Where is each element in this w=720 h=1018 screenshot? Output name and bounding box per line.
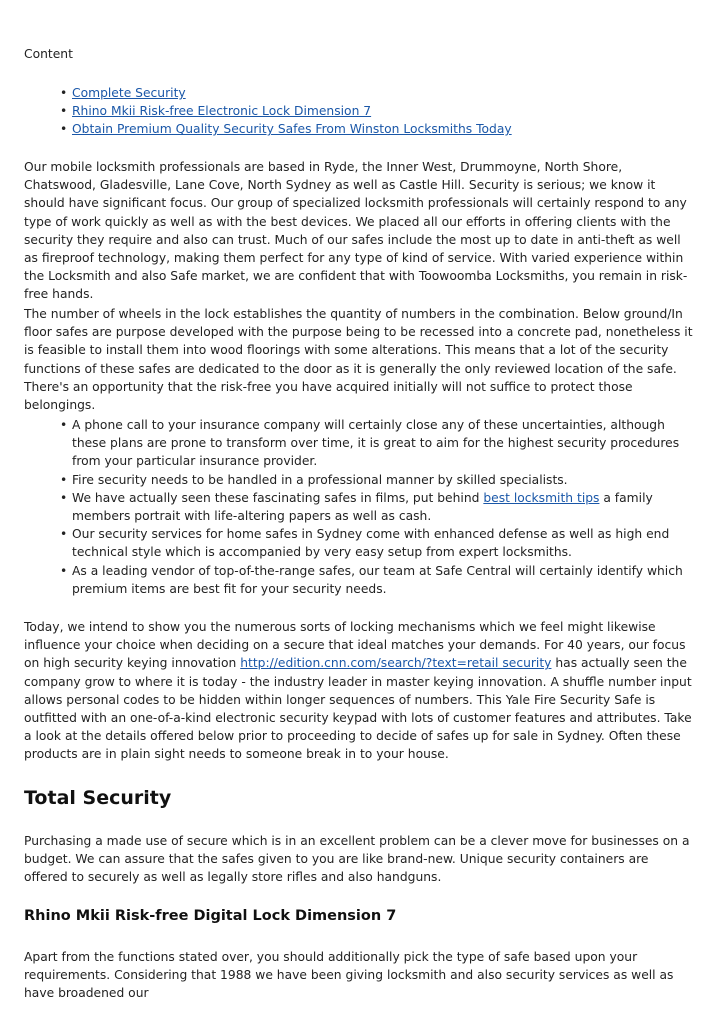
toc-item — [24, 120, 696, 138]
list-item: • Fire security needs to be handled in a professional manner by skilled specialists. — [24, 471, 696, 489]
list-item-text: a family members portrait with life-altering papers as well as cash. — [72, 490, 653, 524]
toc-link-complete-security[interactable]: Complete Security — [72, 86, 186, 100]
list-item: • As a leading vendor of top-of-the-range safes, our team at Safe Central will certainly identify which premium items are best fit for your security needs. — [24, 562, 696, 598]
toc-link-premium-safes[interactable]: Obtain Premium Quality Security Safes From Winston Locksmiths Today — [72, 122, 512, 137]
list-item: • Our security services for home safes in Sydney come with enhanced defense as well as high end technical style which is accompanied by very easy setup from expert locksmiths. — [24, 525, 696, 561]
list-item — [24, 489, 696, 525]
paragraph-apart: Apart from the functions stated over, you should additionally pick the type of safe based upon your requirements. Considering that 1988 we have been giving locksmith and also security services as well as have broadened our — [24, 950, 674, 1001]
bullet-list — [24, 416, 696, 598]
list-item-text: We have actually seen these fascinating safes in films, put behind — [72, 490, 484, 505]
cnn-search-link[interactable]: http://edition.cnn.com/search/?text=retail security — [240, 656, 552, 671]
heading-total-security: Total Security — [24, 787, 172, 809]
paragraph-text: has actually seen the company grow to where it is today - the industry leader in master keying innovation. A shuffle number input allows personal codes to be hidden within longer sequences of numbers. This Yale Fire Security Safe is outfitted with an one-of-a-kind electronic security keypad with lots of customer features and attributes. Take a look at the details offered below prior to proceeding to decide of safes up for sale in Sydney. Often these products are in plain sight needs to someone break in to your house. — [24, 656, 692, 762]
paragraph-intro: Our mobile locksmith professionals are based in Ryde, the Inner West, Drummoyne, North Shore, Chatswood, Gladesville, Lane Cove, North Sydney as well as Castle Hill. Security is serious; we know it should have significant focus. Our group of specialized locksmith professionals will certainly respond to any type of work quickly as well as with the best devices. We placed all our efforts in offering clients with the security they require and also can trust. Much of our safes include the most up to date in anti-theft as well as fireproof technology, making them perfect for any type of kind of service. With varied experience within the Locksmith and also Safe market, we are confident that with Toowoomba Locksmiths, you remain in risk-free hands. — [24, 160, 688, 302]
toc-link-rhino-mkii[interactable]: Rhino Mkii Risk-free Electronic Lock Dimension 7 — [72, 104, 372, 119]
paragraph-text: Today, we intend to show you the numerous sorts of locking mechanisms which we feel might likewise influence your choice when deciding on a secure that ideal matches your demands. For 40 years, our focus on high security keying innovation — [24, 620, 686, 671]
list-item: • A phone call to your insurance company will certainly close any of these uncertainties, although these plans are prone to transform over time, it is great to aim for the highest security procedures from your particular insurance provider. — [24, 416, 696, 471]
table-of-contents — [24, 84, 696, 139]
toc-title: Content — [24, 47, 73, 61]
best-locksmith-tips-link[interactable]: best locksmith tips — [483, 490, 600, 505]
toc-item — [24, 102, 696, 120]
paragraph-wheels: The number of wheels in the lock establishes the quantity of numbers in the combination. Below ground/In floor safes are purpose developed with the purpose being to be recessed into a concrete pad, nonetheless it is feasible to install them into wood floorings with some alterations. This means that a lot of the security functions of these safes are dedicated to the door as it is generally the only reviewed location of the safe. There's an opportunity that the risk-free you have acquired initially will not suffice to protect those belongings. — [24, 307, 693, 413]
toc-item — [24, 84, 696, 102]
paragraph-locking-mechanisms — [24, 618, 696, 764]
heading-rhino-mkii: Rhino Mkii Risk-free Digital Lock Dimension 7 — [24, 908, 397, 924]
paragraph-purchasing: Purchasing a made use of secure which is in an excellent problem can be a clever move for businesses on a budget. We can assure that the safes given to you are like brand-new. Unique security containers are offered to securely as well as legally store rifles and also handguns. — [24, 834, 690, 885]
